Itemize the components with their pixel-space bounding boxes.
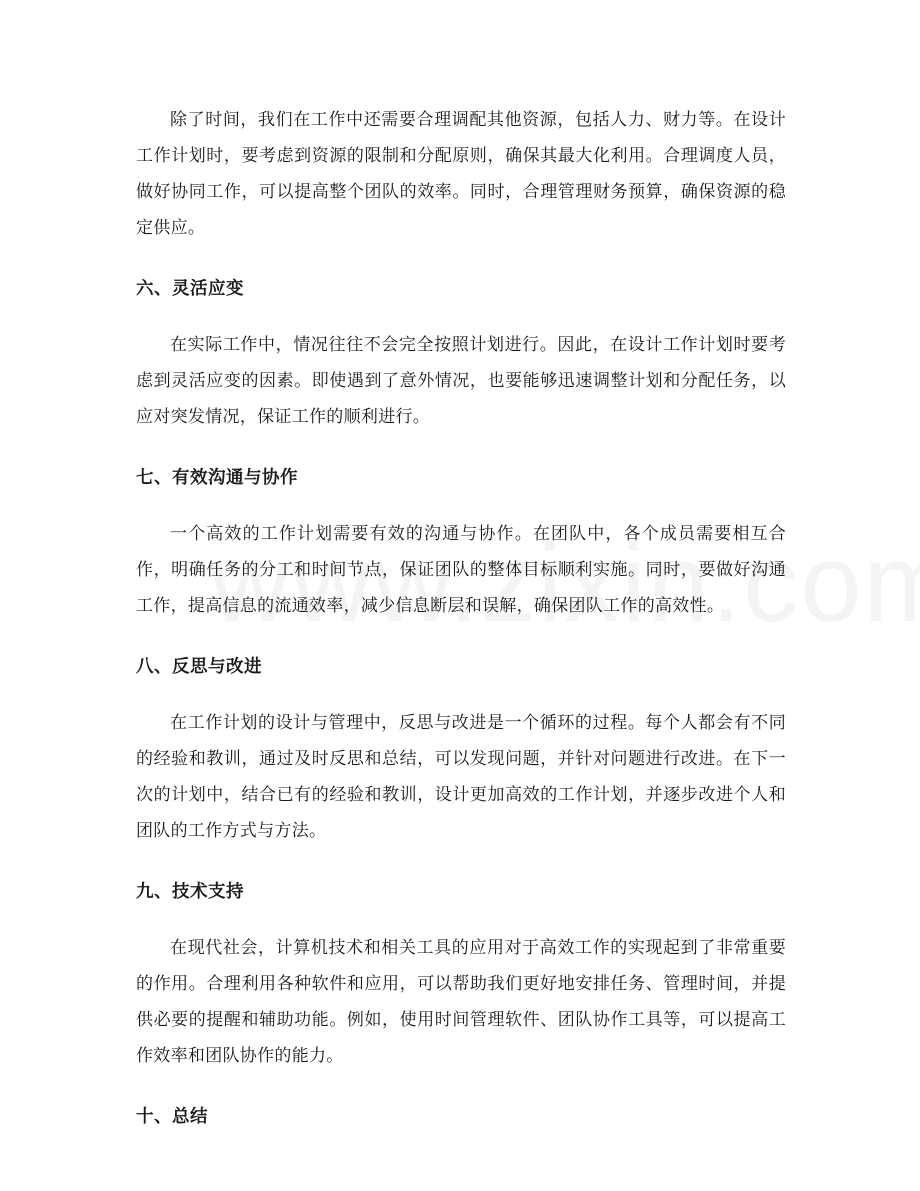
paragraph-reflection: 在工作计划的设计与管理中，反思与改进是一个循环的过程。每个人都会有不同的经验和教训，通过及时反思和总结，可以发现问题，并针对问题进行改进。在下一次的计划中，结合已有的经验和教训，设计更加高效的工作计划，并逐步改进个人和团队的工作方式与方法。: [136, 713, 786, 841]
section-heading-10: 十、总结: [136, 1107, 208, 1127]
paragraph-communication: 一个高效的工作计划需要有效的沟通与协作。在团队中，各个成员需要相互合作，明确任务的分工和时间节点，保证团队的整体目标顺利实施。同时，要做好沟通工作，提高信息的流通效率，减少信息断层和误解，确保团队工作的高效性。: [136, 524, 786, 616]
paragraph-flexibility: 在实际工作中，情况往往不会完全按照计划进行。因此，在设计工作计划时要考虑到灵活应变的因素。即使遇到了意外情况，也要能够迅速调整计划和分配任务，以应对突发情况，保证工作的顺利进行。: [136, 335, 786, 427]
section-heading-7: 七、有效沟通与协作: [136, 468, 298, 488]
section-heading-9: 九、技术支持: [136, 882, 244, 902]
paragraph-technology: 在现代社会，计算机技术和相关工具的应用对于高效工作的实现起到了非常重要的作用。合理利用各种软件和应用，可以帮助我们更好地安排任务、管理时间，并提供必要的提醒和辅助功能。例如，使用时间管理软件、团队协作工具等，可以提高工作效率和团队协作的能力。: [136, 938, 786, 1066]
document-body: [136, 102, 786, 1135]
section-heading-8: 八、反思与改进: [136, 657, 262, 677]
section-heading-6: 六、灵活应变: [136, 279, 244, 299]
paragraph-resources: 除了时间，我们在工作中还需要合理调配其他资源，包括人力、财力等。在设计工作计划时，要考虑到资源的限制和分配原则，确保其最大化利用。合理调度人员，做好协同工作，可以提高整个团队的效率。同时，合理管理财务预算，确保资源的稳定供应。: [136, 110, 786, 238]
